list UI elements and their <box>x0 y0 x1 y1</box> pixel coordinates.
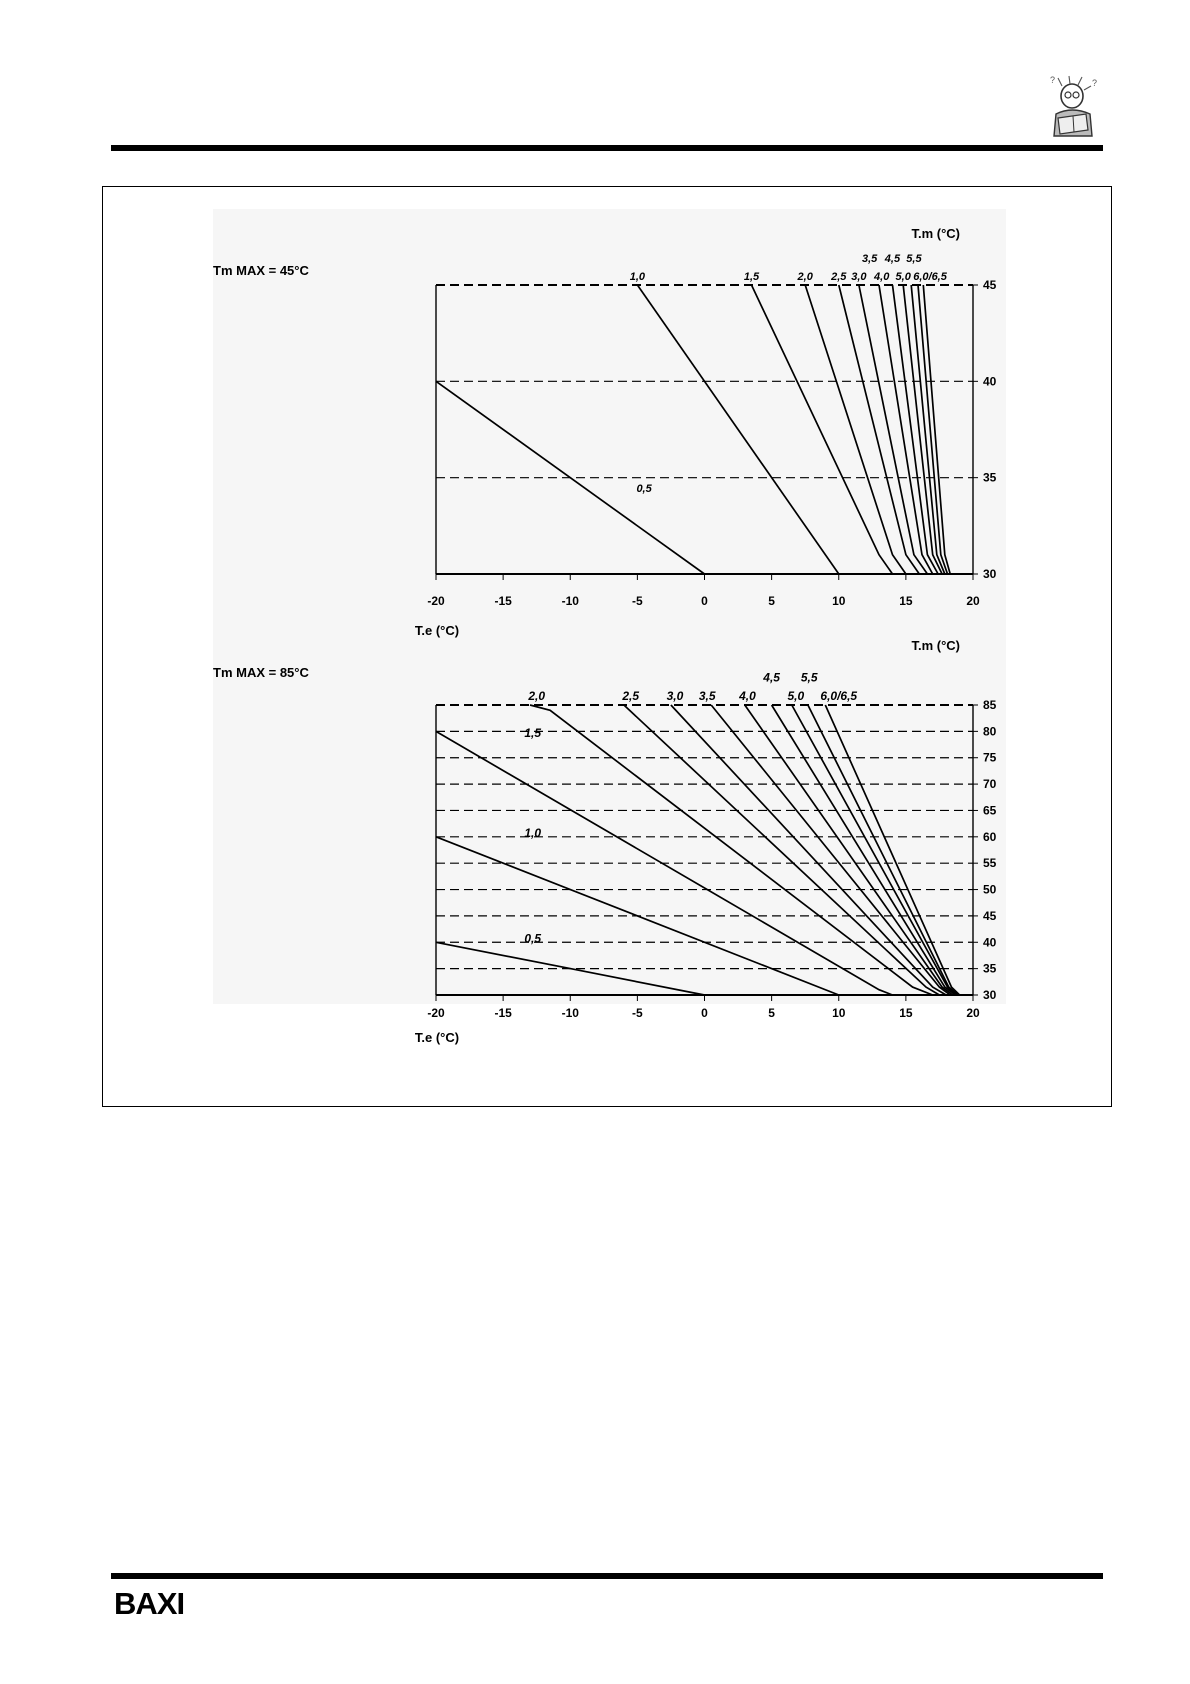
curve-5-0 <box>911 285 945 574</box>
reading-engineer-icon <box>1042 74 1104 142</box>
y-axis-label: T.m (°C) <box>911 226 960 241</box>
curve-3-0 <box>859 285 928 574</box>
y-tick-label: 70 <box>983 777 997 792</box>
footer-rule <box>111 1573 1103 1579</box>
x-tick-label: -5 <box>632 1006 643 1020</box>
svg-text:?: ? <box>1050 75 1056 85</box>
curve-label: 4,5 <box>763 670 780 685</box>
curve-5-0 <box>792 705 957 995</box>
y-tick-label: 45 <box>983 278 997 292</box>
curve-label: 3,0 <box>666 689 684 703</box>
x-tick-label: 15 <box>899 1006 913 1020</box>
chart-area <box>213 209 1006 1045</box>
curve-label: 5,0 <box>787 689 805 703</box>
y-tick-label: 40 <box>983 374 997 389</box>
x-tick-label: 10 <box>832 1006 846 1020</box>
curve-label: 4,0 <box>874 271 890 283</box>
curve-4-0 <box>745 705 953 995</box>
curve-label: 3,5 <box>698 689 716 703</box>
x-tick-label: -20 <box>427 594 445 608</box>
curve-6-0-6-5 <box>923 285 950 574</box>
curve-label: 5,5 <box>800 670 818 685</box>
curve-label: 1,0 <box>629 271 646 283</box>
heating-curves-figure <box>213 209 1006 1045</box>
y-tick-label: 30 <box>983 988 997 1002</box>
x-tick-label: 15 <box>899 594 913 608</box>
curve-label: 2,0 <box>528 689 546 703</box>
curve-label: 5,0 <box>895 271 911 283</box>
y-tick-label: 35 <box>983 961 997 976</box>
curve-label: 1,5 <box>743 271 760 283</box>
curve-1-0 <box>637 285 838 574</box>
x-tick-label: -10 <box>561 594 579 608</box>
baxi-logo: BAXI <box>114 1586 185 1621</box>
x-tick-label: 20 <box>966 594 980 608</box>
curve-label: 4,5 <box>884 252 901 265</box>
curve-label: 0,5 <box>524 931 542 946</box>
x-tick-label: -20 <box>427 1006 445 1020</box>
curve-label: 2,0 <box>797 271 813 283</box>
y-tick-label: 35 <box>983 470 997 485</box>
x-tick-label: 10 <box>832 594 846 608</box>
y-tick-label: 40 <box>983 935 997 950</box>
header-rule <box>111 145 1103 151</box>
curve-1-5 <box>752 285 893 574</box>
x-tick-label: 5 <box>768 1006 775 1020</box>
curve-3-5 <box>711 705 950 995</box>
x-tick-label: 20 <box>966 1006 980 1020</box>
y-tick-label: 85 <box>983 698 997 712</box>
curve-3-0 <box>671 705 946 995</box>
curve-label: 3,0 <box>851 271 867 283</box>
x-tick-label: 0 <box>701 1006 708 1020</box>
chart-title: Tm MAX = 85°C <box>213 665 309 680</box>
curve-label: 6,0/6,5 <box>820 689 858 703</box>
curve-label: 6,0/6,5 <box>913 271 947 283</box>
curve-label: 2,5 <box>831 271 847 283</box>
curve-2-5 <box>624 705 940 995</box>
x-tick-label: -15 <box>494 594 512 608</box>
x-axis-label: T.e (°C) <box>414 623 460 638</box>
y-tick-label: 30 <box>983 567 997 581</box>
svg-text:?: ? <box>1092 78 1098 88</box>
x-tick-label: -10 <box>561 1006 579 1020</box>
chart-title: Tm MAX = 45°C <box>213 263 309 278</box>
curve-label: 0,5 <box>636 482 652 495</box>
curve-label: 1,5 <box>524 725 542 740</box>
curve-label: 2,5 <box>622 689 640 703</box>
curve-label: 4,0 <box>739 689 756 703</box>
curve-label: 5,5 <box>906 252 922 265</box>
y-tick-label: 50 <box>983 882 997 897</box>
y-tick-label: 65 <box>983 803 997 818</box>
y-tick-label: 75 <box>983 750 997 765</box>
x-tick-label: 5 <box>768 594 775 608</box>
curve-label: 1,0 <box>524 826 542 841</box>
x-axis-label: T.e (°C) <box>414 1030 460 1045</box>
x-tick-label: 0 <box>701 594 708 608</box>
x-tick-label: -5 <box>632 594 643 608</box>
curve-label: 3,5 <box>861 252 878 265</box>
y-axis-label: T.m (°C) <box>911 638 960 653</box>
y-tick-label: 80 <box>983 724 997 739</box>
y-tick-label: 45 <box>983 908 997 923</box>
y-tick-label: 55 <box>983 856 997 871</box>
y-tick-label: 60 <box>983 829 997 844</box>
x-tick-label: -15 <box>494 1006 512 1020</box>
